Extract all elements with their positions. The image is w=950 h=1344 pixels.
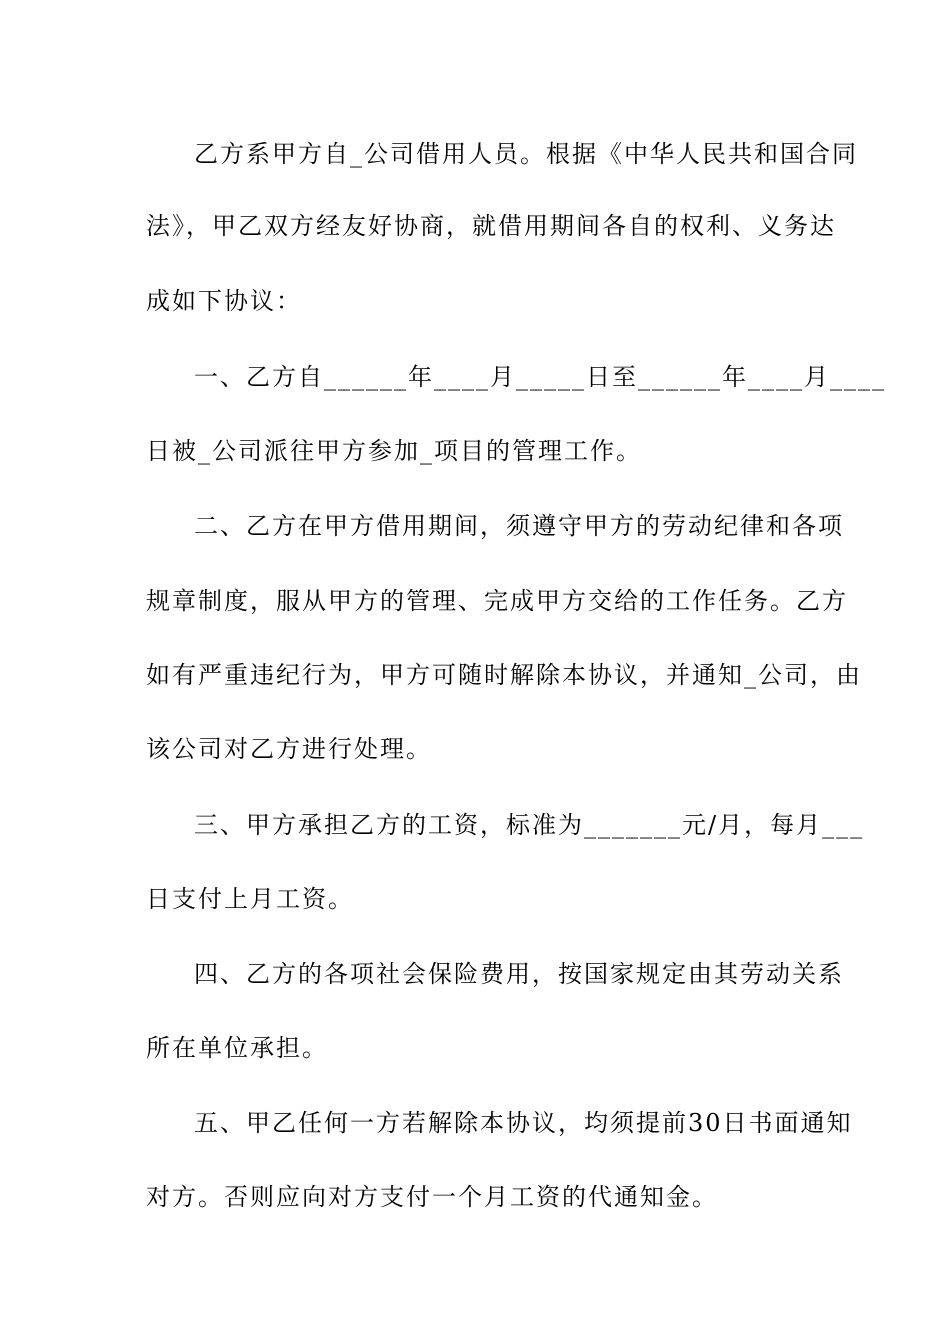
clause-1-line-1: 一、乙方自______年____月_____日至______年____月____ [194,363,886,391]
clause-2-line-1: 二、乙方在甲方借用期间，须遵守甲方的劳动纪律和各项 [194,512,844,540]
clause-2-line-2: 规章制度，服从甲方的管理、完成甲方交给的工作任务。乙方 [146,587,848,615]
clause-5-line-2: 对方。否则应向对方支付一个月工资的代通知金。 [146,1183,718,1211]
clause-3-line-1: 三、甲方承担乙方的工资，标准为_______元/月，每月___ [194,811,865,839]
clause-2-line-4: 该公司对乙方进行处理。 [146,735,432,763]
paragraph-intro-line-3: 成如下协议： [146,287,302,315]
clause-1-line-2: 日被_公司派往甲方参加_项目的管理工作。 [146,437,642,465]
paragraph-intro-line-1: 乙方系甲方自_公司借用人员。根据《中华人民共和国合同 [194,140,858,168]
clause-3-line-2: 日支付上月工资。 [146,885,354,913]
paragraph-intro-line-2: 法》，甲乙双方经友好协商，就借用期间各自的权利、义务达 [146,212,836,240]
clause-4-line-1: 四、乙方的各项社会保险费用，按国家规定由其劳动关系 [194,960,844,988]
clause-5-line-1: 五、甲乙任何一方若解除本协议，均须提前30日书面通知 [194,1109,853,1137]
clause-2-line-3: 如有严重违纪行为，甲方可随时解除本协议，并通知_公司，由 [146,661,862,689]
clause-4-line-2: 所在单位承担。 [146,1034,328,1062]
